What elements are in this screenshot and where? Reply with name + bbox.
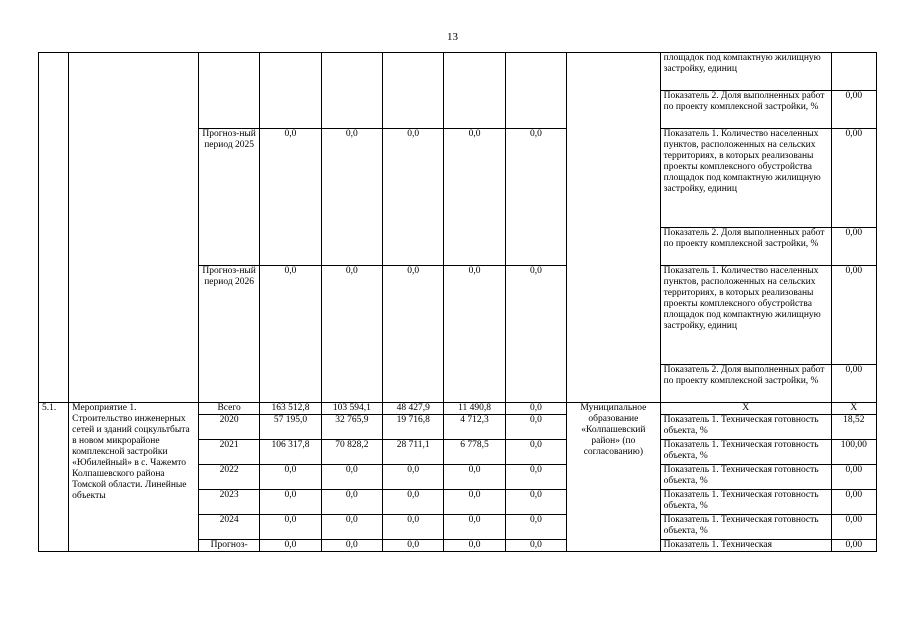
indicator-cell: Показатель 1. Техническая готовность объекта, % bbox=[660, 415, 831, 440]
value-cell: 6 778,5 bbox=[444, 440, 505, 465]
indicator-cell: Показатель 1. Техническая готовность объекта, % bbox=[660, 440, 831, 465]
value-cell bbox=[260, 53, 321, 129]
value-cell: 0,0 bbox=[260, 515, 321, 540]
value-cell: 0,0 bbox=[383, 490, 444, 515]
value-cell: 0,0 bbox=[383, 129, 444, 266]
value-cell: 4 712,3 bbox=[444, 415, 505, 440]
value-cell: 0,0 bbox=[505, 440, 566, 465]
value-cell bbox=[383, 53, 444, 129]
value-cell: 0,0 bbox=[260, 266, 321, 403]
value-cell: 163 512,8 bbox=[260, 403, 321, 415]
indicator-cell: Показатель 1. Количество населенных пунктов, расположенных на сельских территориях, в которых реализованы проекты комплексного обустройства площадок под компактную жилищную застройку, единиц bbox=[660, 266, 831, 365]
value-cell: 0,0 bbox=[444, 465, 505, 490]
value-cell: 0,0 bbox=[505, 515, 566, 540]
value-cell: 0,0 bbox=[505, 266, 566, 403]
indicator-cell: X bbox=[660, 403, 831, 415]
indicator-cell: Показатель 1. Техническая готовность объекта, % bbox=[660, 515, 831, 540]
year-cell: 2021 bbox=[198, 440, 259, 465]
value-cell: 19 716,8 bbox=[383, 415, 444, 440]
indicator-value-cell: 0,00 bbox=[831, 266, 876, 365]
year-cell: 2022 bbox=[198, 465, 259, 490]
measure-name: Мероприятие 1. Строительство инженерных сетей и зданий соцкультбыта в новом микрорайоне комплексной застройки «Юбилейный» в с. Чажемто Колпашевского района Томской области. Линейные объекты bbox=[69, 403, 199, 552]
value-cell: 0,0 bbox=[444, 490, 505, 515]
value-cell: 0,0 bbox=[321, 266, 382, 403]
indicator-cell: Показатель 2. Доля выполненных работ по проекту комплексной застройки, % bbox=[660, 228, 831, 266]
value-cell: 106 317,8 bbox=[260, 440, 321, 465]
value-cell: 0,0 bbox=[444, 540, 505, 552]
value-cell: 0,0 bbox=[505, 490, 566, 515]
value-cell: 0,0 bbox=[505, 403, 566, 415]
value-cell: 0,0 bbox=[260, 540, 321, 552]
value-cell: 0,0 bbox=[383, 465, 444, 490]
value-cell: 32 765,9 bbox=[321, 415, 382, 440]
year-cell: 2020 bbox=[198, 415, 259, 440]
value-cell: 0,0 bbox=[321, 540, 382, 552]
value-cell: 0,0 bbox=[383, 540, 444, 552]
indicator-cell: Показатель 1. Количество населенных пунктов, расположенных на сельских территориях, в которых реализованы проекты комплексного обустройства площадок под компактную жилищную застройку, единиц bbox=[660, 129, 831, 228]
indicator-value-cell: 0,00 bbox=[831, 540, 876, 552]
value-cell: 48 427,9 bbox=[383, 403, 444, 415]
indicator-value-cell: 0,00 bbox=[831, 490, 876, 515]
executor-cell: Муниципальное образование «Колпашевский район» (по согласованию) bbox=[567, 403, 661, 552]
name-cell bbox=[69, 53, 199, 403]
value-cell bbox=[505, 53, 566, 129]
value-cell: 70 828,2 bbox=[321, 440, 382, 465]
indicator-cell: Показатель 2. Доля выполненных работ по проекту комплексной застройки, % bbox=[660, 365, 831, 403]
value-cell: 0,0 bbox=[321, 515, 382, 540]
program-table bbox=[38, 52, 877, 552]
value-cell: 0,0 bbox=[321, 490, 382, 515]
table-row bbox=[39, 53, 877, 91]
indicator-value-cell: 0,00 bbox=[831, 91, 876, 129]
indicator-value-cell: 0,00 bbox=[831, 365, 876, 403]
executor-cell bbox=[567, 53, 661, 403]
indicator-value-cell: X bbox=[831, 403, 876, 415]
table-row bbox=[39, 403, 877, 415]
value-cell: 0,0 bbox=[260, 490, 321, 515]
value-cell: 0,0 bbox=[505, 415, 566, 440]
value-cell: 11 490,8 bbox=[444, 403, 505, 415]
indicator-cell: Показатель 2. Доля выполненных работ по проекту комплексной застройки, % bbox=[660, 91, 831, 129]
value-cell: 0,0 bbox=[444, 515, 505, 540]
value-cell: 0,0 bbox=[321, 129, 382, 266]
indicator-value-cell: 100,00 bbox=[831, 440, 876, 465]
value-cell: 0,0 bbox=[321, 465, 382, 490]
number-cell bbox=[39, 53, 69, 403]
indicator-cell: площадок под компактную жилищную застройку, единиц bbox=[660, 53, 831, 91]
indicator-cell: Показатель 1. Техническая готовность объекта, % bbox=[660, 490, 831, 515]
value-cell: 0,0 bbox=[444, 129, 505, 266]
indicator-value-cell: 18,52 bbox=[831, 415, 876, 440]
value-cell: 0,0 bbox=[444, 266, 505, 403]
indicator-cell: Показатель 1. Техническая bbox=[660, 540, 831, 552]
measure-number: 5.1. bbox=[39, 403, 69, 552]
indicator-value-cell: 0,00 bbox=[831, 228, 876, 266]
indicator-value-cell bbox=[831, 53, 876, 91]
value-cell: 0,0 bbox=[505, 465, 566, 490]
value-cell: 0,0 bbox=[383, 266, 444, 403]
value-cell: 0,0 bbox=[505, 540, 566, 552]
year-cell: Всего bbox=[198, 403, 259, 415]
year-cell: 2024 bbox=[198, 515, 259, 540]
indicator-cell: Показатель 1. Техническая готовность объекта, % bbox=[660, 465, 831, 490]
value-cell: 57 195,0 bbox=[260, 415, 321, 440]
indicator-value-cell: 0,00 bbox=[831, 129, 876, 228]
indicator-value-cell: 0,00 bbox=[831, 515, 876, 540]
value-cell bbox=[444, 53, 505, 129]
value-cell: 28 711,1 bbox=[383, 440, 444, 465]
period-cell: Прогноз-ный период 2025 bbox=[198, 129, 259, 266]
value-cell: 0,0 bbox=[260, 129, 321, 266]
page-number: 13 bbox=[447, 31, 458, 43]
value-cell: 0,0 bbox=[260, 465, 321, 490]
period-cell: Прогноз-ный период 2026 bbox=[198, 266, 259, 403]
period-cell bbox=[198, 53, 259, 129]
value-cell bbox=[321, 53, 382, 129]
value-cell: 0,0 bbox=[505, 129, 566, 266]
value-cell: 0,0 bbox=[383, 515, 444, 540]
value-cell: 103 594,1 bbox=[321, 403, 382, 415]
year-cell: 2023 bbox=[198, 490, 259, 515]
indicator-value-cell: 0,00 bbox=[831, 465, 876, 490]
year-cell: Прогноз- bbox=[198, 540, 259, 552]
